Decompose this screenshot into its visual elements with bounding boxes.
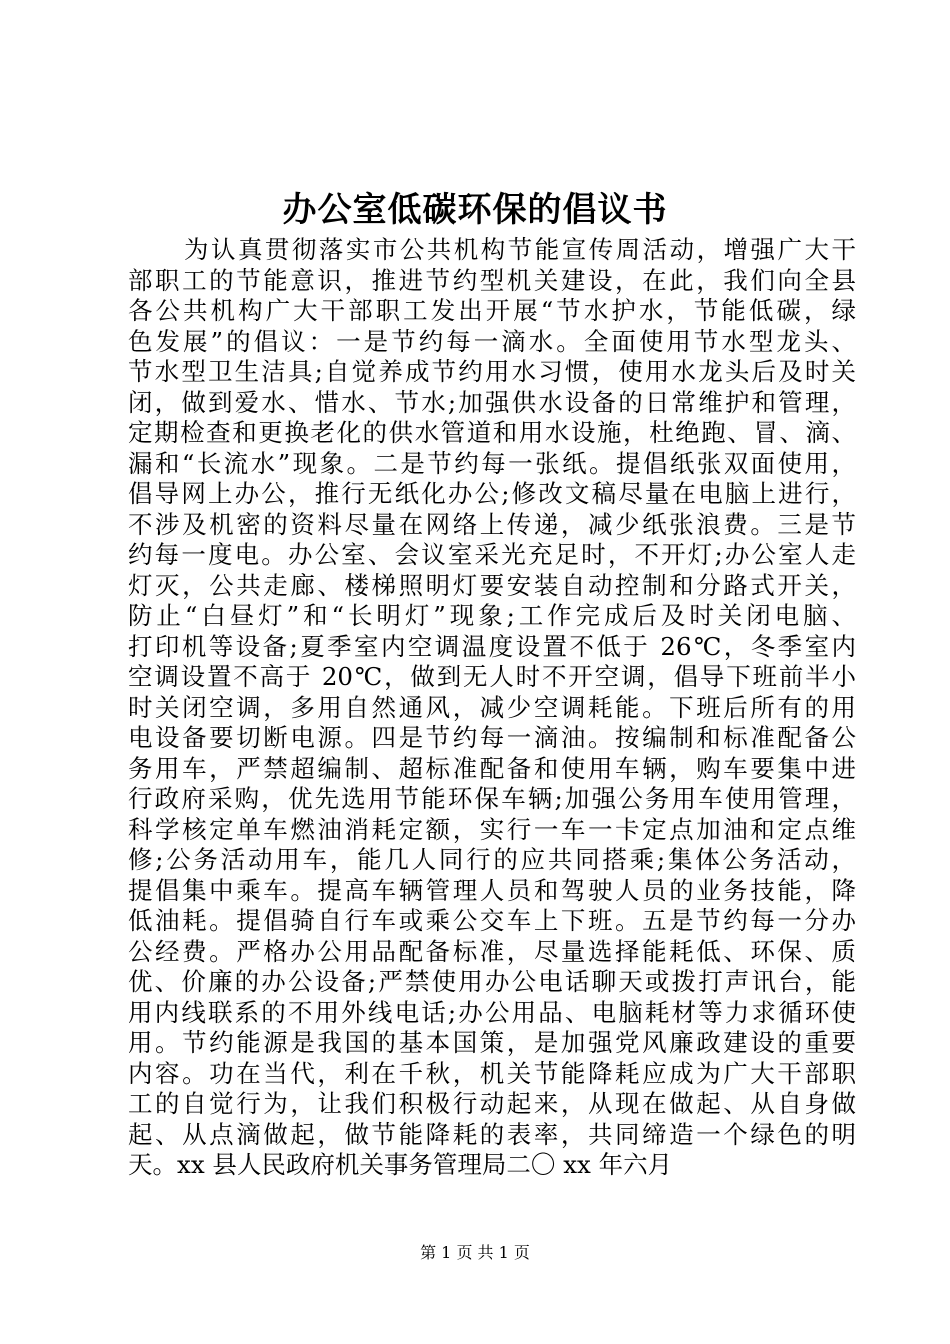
body-line: 色发展”的倡议：一是节约每一滴水。全面使用节水型龙头、 xyxy=(128,326,856,356)
body-line: 约每一度电。办公室、会议室采光充足时，不开灯;办公室人走 xyxy=(128,540,856,569)
body-line: 防止“白昼灯”和“长明灯”现象;工作完成后及时关闭电脑、 xyxy=(128,601,856,630)
body-line: 行政府采购，优先选用节能环保车辆;加强公务用车使用管理， xyxy=(128,784,856,813)
body-line: 定期检查和更换老化的供水管道和用水设施，杜绝跑、冒、滴、 xyxy=(128,418,856,447)
body-line: 起、从点滴做起，做节能降耗的表率，共同缔造一个绿色的明 xyxy=(128,1119,856,1149)
body-line: 务用车，严禁超编制、超标准配备和使用车辆，购车要集中进 xyxy=(128,753,856,783)
body-line: 为认真贯彻落实市公共机构节能宣传周活动，增强广大干 xyxy=(184,235,856,264)
body-line: 修;公务活动用车，能几人同行的应共同搭乘;集体公务活动， xyxy=(128,845,856,874)
document-title: 办公室低碳环保的倡议书 xyxy=(282,190,668,230)
body-line: 提倡集中乘车。提高车辆管理人员和驾驶人员的业务技能，降 xyxy=(128,875,856,905)
body-line: 科学核定单车燃油消耗定额，实行一车一卡定点加油和定点维 xyxy=(128,814,856,844)
body-line: 倡导网上办公，推行无纸化办公;修改文稿尽量在电脑上进行， xyxy=(128,479,856,508)
body-line: 漏和“长流水”现象。二是节约每一张纸。提倡纸张双面使用， xyxy=(128,448,856,478)
body-line: 公经费。严格办公用品配备标准，尽量选择能耗低、环保、质 xyxy=(128,936,856,966)
body-line: 灯灭，公共走廊、楼梯照明灯要安装自动控制和分路式开关， xyxy=(128,570,856,600)
body-line: 打印机等设备;夏季室内空调温度设置不低于 26℃，冬季室内 xyxy=(128,631,856,661)
page-footer: 第 1 页 共 1 页 xyxy=(420,1243,530,1262)
body-line: 节水型卫生洁具;自觉养成节约用水习惯，使用水龙头后及时关 xyxy=(128,357,856,386)
body-line: 用。节约能源是我国的基本国策，是加强党风廉政建设的重要 xyxy=(128,1028,856,1057)
body-line: 时关闭空调，多用自然通风，减少空调耗能。下班后所有的用 xyxy=(128,692,856,722)
body-line: 低油耗。提倡骑自行车或乘公交车上下班。五是节约每一分办 xyxy=(128,906,856,935)
body-line: 内容。功在当代，利在千秋，机关节能降耗应成为广大干部职 xyxy=(128,1058,856,1088)
document-body xyxy=(128,235,856,1181)
body-line: 工的自觉行为，让我们积极行动起来，从现在做起、从自身做 xyxy=(128,1089,856,1118)
body-line: 各公共机构广大干部职工发出开展“节水护水，节能低碳，绿 xyxy=(128,296,856,325)
body-line-last: 天。xx 县人民政府机关事务管理局二〇 xx 年六月 xyxy=(128,1150,673,1179)
body-line: 电设备要切断电源。四是节约每一滴油。按编制和标准配备公 xyxy=(128,723,856,752)
body-line: 部职工的节能意识，推进节约型机关建设，在此，我们向全县 xyxy=(128,265,856,295)
body-line: 优、价廉的办公设备;严禁使用办公电话聊天或拨打声讯台，能 xyxy=(128,967,856,996)
body-line: 空调设置不高于 20℃，做到无人时不开空调，倡导下班前半小 xyxy=(128,662,856,691)
body-line: 用内线联系的不用外线电话;办公用品、电脑耗材等力求循环使 xyxy=(128,997,856,1027)
body-line: 闭，做到爱水、惜水、节水;加强供水设备的日常维护和管理， xyxy=(128,387,856,417)
body-line: 不涉及机密的资料尽量在网络上传递，减少纸张浪费。三是节 xyxy=(128,509,856,539)
